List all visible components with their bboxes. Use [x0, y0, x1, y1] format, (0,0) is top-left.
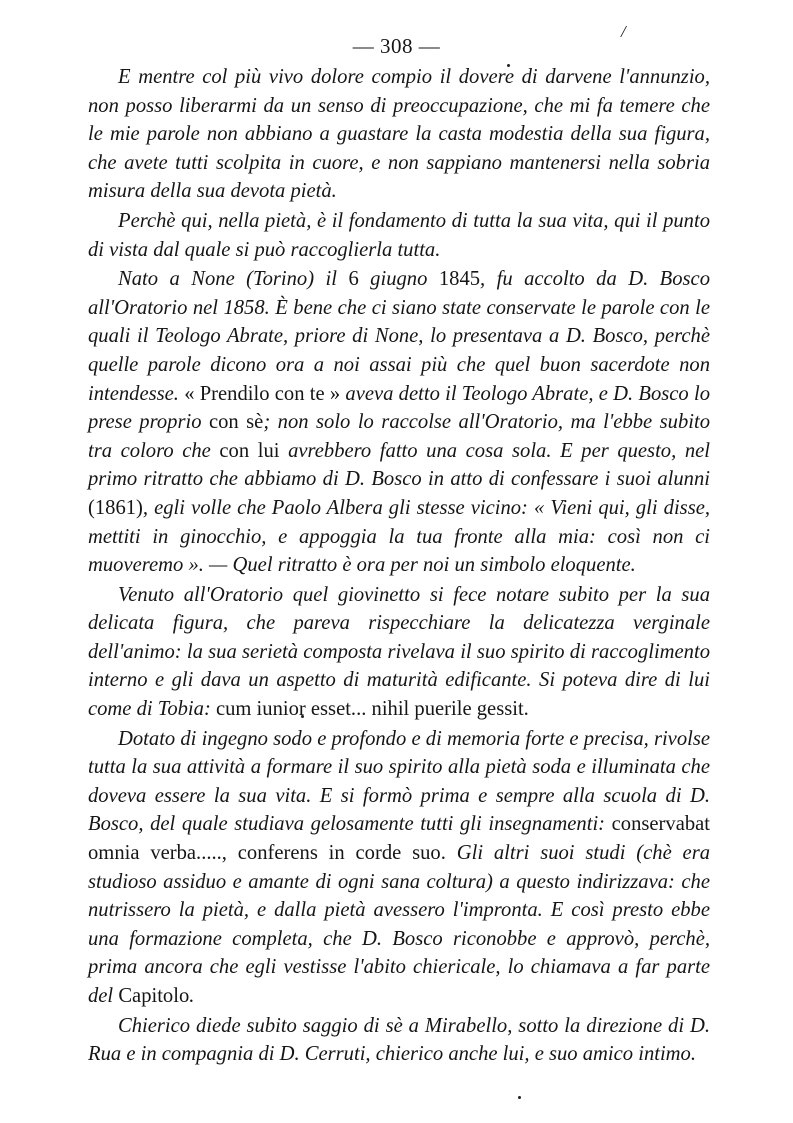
roman-text-run: Capitolo: [118, 985, 190, 1007]
italic-text-run: aveva detto il Teologo Abrate, e D. Bosco lo prese proprio: [88, 382, 710, 434]
italic-text-run: Chierico diede subito saggio di sè a Mirabello, sotto la direzione di D. Rua e in compagnia di D. Cerruti, chierico anche lui, e suo amico intimo.: [88, 1014, 710, 1066]
italic-text-run: .: [189, 985, 195, 1007]
italic-text-run: , egli volle che Paolo Albera gli stesse vicino: « Vieni qui, gli disse, mettiti in ginocchio, e appoggia la tua fronte alla mia: così non ci muoveremo ». — Quel ritratto è ora per noi un simbolo eloquente.: [88, 496, 710, 577]
italic-text-run: giugno: [358, 268, 439, 291]
paragraph: [88, 63, 710, 206]
paragraph: [88, 1012, 710, 1069]
corner-mark: /: [621, 22, 626, 41]
italic-text-run: Venuto all'Oratorio quel giovinetto si fece notare subito per la sua delicata figura, che pareva rispecchiare la delicatezza verginale dell'animo: la sua serietà composta rivelava il suo spirito di raccoglimento interno e gli dava un aspetto di maturità edificante. Si poteva dire di lui come di Tobia:: [88, 583, 710, 721]
italic-text-run: Dotato di ingegno sodo e profondo e di memoria forte e precisa, rivolse tutta la sua attività a formare il suo spirito alla pietà soda e illuminata che doveva essere la sua vita. E si formò prima e sempre alla scuola di D. Bosco, del quale studiava gelosamente tutti gli insegnamenti:: [88, 727, 710, 836]
italic-text-run: Perchè qui, nella pietà, è il fondamento di tutta la sua vita, qui il punto di vista dal quale si può raccoglierla tutta.: [88, 209, 710, 261]
italic-text-run: avrebbero fatto una cosa sola. E per questo, nel primo ritratto che abbiamo di D. Bosco in atto di confessare i suoi alunni: [88, 439, 710, 491]
roman-text-run: conservabat omnia verba....., conferens in corde suo.: [88, 813, 710, 865]
paragraph: [88, 725, 710, 1011]
italic-text-run: Gli altri suoi studi (chè era studioso assiduo e amante di ogni sana coltura) a questo indirizzava: che nutrissero la pietà, e dalla pietà avessero l'impronta. E così presto ebbe una formazione completa, che D. Bosco riconobbe e approvò, perchè, prima ancora che egli vestisse l'abito chiericale, lo chiamava a far parte del: [88, 842, 711, 1007]
page-number: — 308 —: [352, 34, 441, 58]
paragraph: [88, 581, 710, 724]
italic-text-run: ; non solo lo raccolse all'Oratorio, ma l'ebbe subito tra coloro che: [88, 411, 710, 462]
body-text: [88, 63, 710, 1069]
italic-text-run: Torino: [253, 268, 308, 291]
italic-text-run: E mentre col più vivo dolore compio il dovere di darvene l'annunzio, non posso liberarmi da un senso di preoccupazione, che mi fa temere che le mie parole non abbiano a guastare la casta modestia della sua figura, che avete tutti scolpita in cuore, e non sappiano mantenersi nella sobria misura della sua devota pietà.: [88, 66, 710, 203]
roman-text-run: con sè: [208, 411, 264, 434]
paragraph: [88, 265, 710, 580]
roman-text-run: « Prendilo con te »: [184, 382, 341, 405]
italic-text-run: ) il: [307, 268, 349, 291]
roman-text-run: (1861): [88, 496, 143, 519]
roman-text-run: 6: [348, 268, 359, 291]
roman-text-run: 1845: [438, 268, 481, 291]
italic-text-run: , fu accolto da D. Bosco all'Oratorio nel 1858. È bene che ci siano state conservate le parole con le quali il Teologo Abrate, priore di None, lo presentava a D. Bosco, perchè quelle parole dicono ora a noi assai più che quel buon sacerdote non intendesse.: [88, 268, 710, 405]
roman-text-run: con lui: [219, 439, 280, 462]
roman-text-run: cum iunior esset... nihil puerile gessit.: [215, 698, 529, 721]
italic-text-run: Nato a None (: [118, 268, 254, 291]
ink-speck: [518, 1096, 521, 1099]
paragraph: [88, 207, 710, 264]
